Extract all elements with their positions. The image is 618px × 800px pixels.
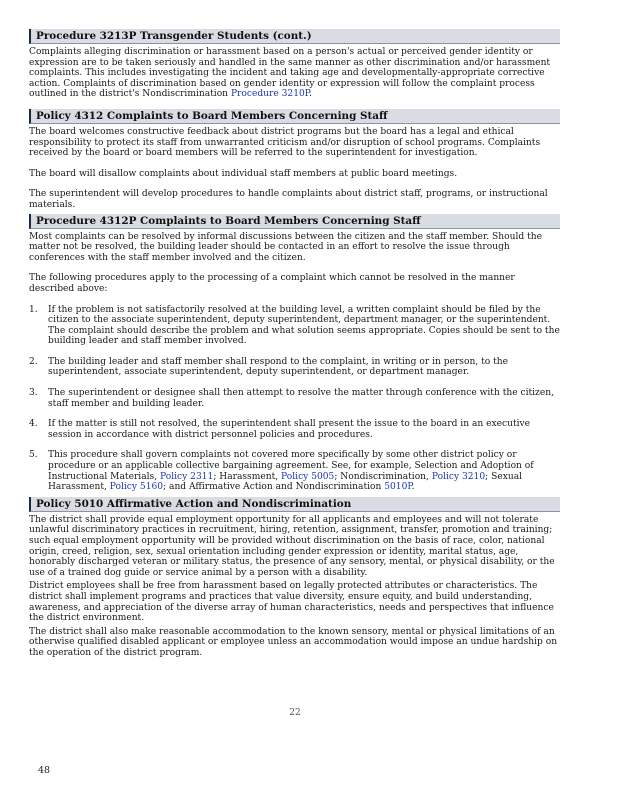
paragraph: The district shall also make reasonable accommodation to the known sensory, mental or physical limitations of an otherwise qualified disabled applicant or employee unless an accommodation would impose an undue hardship on the operation of the district program. <box>29 626 558 658</box>
list-text: The building leader and staff member shall respond to the complaint, in writing or in person, to the superintendent, associate superintendent, deputy superintendent, or department manager. <box>48 356 508 378</box>
paragraph: District employees shall be free from harassment based on legally protected attributes or characteristics. The district shall implement programs and practices that value diversity, ensure equity, and build understanding, awareness, and appreciation of the diverse array of human characteristics, needs and perspectives that influence the district environment. <box>29 581 554 624</box>
list-text-part: This procedure shall govern complaints not covered more specifically by some other district policy or procedure or an applicable collective bargaining agreement. See, for example, Selection and Adoption of Instructional Materials, <box>48 450 534 482</box>
page-number: 22 <box>289 708 301 718</box>
paragraph <box>29 47 560 100</box>
paragraph: The following procedures apply to the processing of a complaint which cannot be resolved in the manner described above: <box>29 273 515 294</box>
list-item <box>29 419 560 440</box>
footer-number: 48 <box>38 765 51 776</box>
list-text-part: ; and Affirmative Action and Nondiscrimination <box>163 482 385 493</box>
list-number: 5. <box>29 450 38 461</box>
paragraph: Most complaints can be resolved by informal discussions between the citizen and the staff member. Should the matter not be resolved, the building leader should be contacted in an effort to resolve the issue through conferences with the staff member involved and the citizen. <box>29 231 542 263</box>
paragraph: The district shall provide equal employment opportunity for all applicants and employees and will not tolerate unlawful discriminatory practices in recruitment, hiring, retention, assignment, transfer, promotion and training; such equal employment opportunity will be provided without discrimination on the basis of race, color, national origin, creed, religion, sex, sexual orientation including gender expression or identity, marital status, age, honorably discharged veteran or military status, the presence of any sensory, mental, or physical disability, or the use of a trained dog guide or service animal by a person with a disability. <box>29 514 555 578</box>
policy-2311-link[interactable]: Policy 2311 <box>160 471 214 482</box>
procedure-list <box>29 305 560 493</box>
list-text-part: ; Sexual Harassment, <box>48 471 523 493</box>
list-number: 1. <box>29 304 38 315</box>
list-item <box>29 305 560 347</box>
paragraph: The board will disallow complaints about individual staff members at public board meetings. <box>29 168 458 179</box>
document-page <box>29 29 560 659</box>
procedure-5010p-link[interactable]: 5010P <box>384 482 412 493</box>
list-text: If the matter is still not resolved, the superintendent shall present the issue to the board in an executive session in accordance with district personnel policies and procedures. <box>48 419 531 440</box>
policy-3210-link[interactable]: Policy 3210 <box>431 471 486 482</box>
list-text-part: . <box>411 482 415 493</box>
paragraph-text: . <box>309 89 312 100</box>
policy-5160-link[interactable]: Policy 5160 <box>109 482 164 493</box>
section-header: Procedure 3213P Transgender Students (cont.) <box>29 29 560 44</box>
section-header: Procedure 4312P Complaints to Board Members Concerning Staff <box>29 214 560 229</box>
list-text-part: ; Harassment, <box>213 471 282 482</box>
list-item <box>29 357 560 378</box>
paragraph: The board welcomes constructive feedback about district programs but the board has a legal and ethical responsibility to protect its staff from unwarranted criticism and/or disruption of school programs. Complaints received by the board or board members will be referred to the superintendent for investigation. <box>29 126 541 159</box>
list-number: 2. <box>29 356 38 367</box>
list-number: 4. <box>29 419 38 430</box>
list-text: The superintendent or designee shall then attempt to resolve the matter through conference with the citizen, staff member and building leader. <box>48 388 554 409</box>
paragraph-text: Complaints alleging discrimination or harassment based on a person's actual or perceived gender identity or expression are to be taken seriously and handled in the same manner as other discrimination and/or harassment complaints. This includes investigating the incident and taking age and developmentally-appropriate corrective action. Complaints of discrimination based on gender identity or expression will follow the complaint process outlined in the district's Nondiscrimination <box>29 47 551 100</box>
procedure-3210p-link[interactable]: Procedure 3210P <box>230 89 310 100</box>
list-text <box>48 450 560 492</box>
section-header: Policy 5010 Affirmative Action and Nondiscrimination <box>29 497 560 512</box>
list-number: 3. <box>29 388 38 399</box>
policy-5005-link[interactable]: Policy 5005 <box>281 471 335 482</box>
paragraph: The superintendent will develop procedures to handle complaints about district staff, programs, or instructional materials. <box>29 189 548 210</box>
list-text-part: ; Nondiscrimination, <box>334 471 432 482</box>
list-item <box>29 388 560 409</box>
list-text: If the problem is not satisfactorily resolved at the building level, a written complaint should be filed by the citizen to the associate superintendent, deputy superintendent, department manager, or the superintendent. The complaint should describe the problem and what solution seems appropriate. Copies should be sent to the building leader and staff member involved. <box>48 304 560 347</box>
list-item <box>29 450 560 492</box>
section-header: Policy 4312 Complaints to Board Members Concerning Staff <box>29 109 560 124</box>
